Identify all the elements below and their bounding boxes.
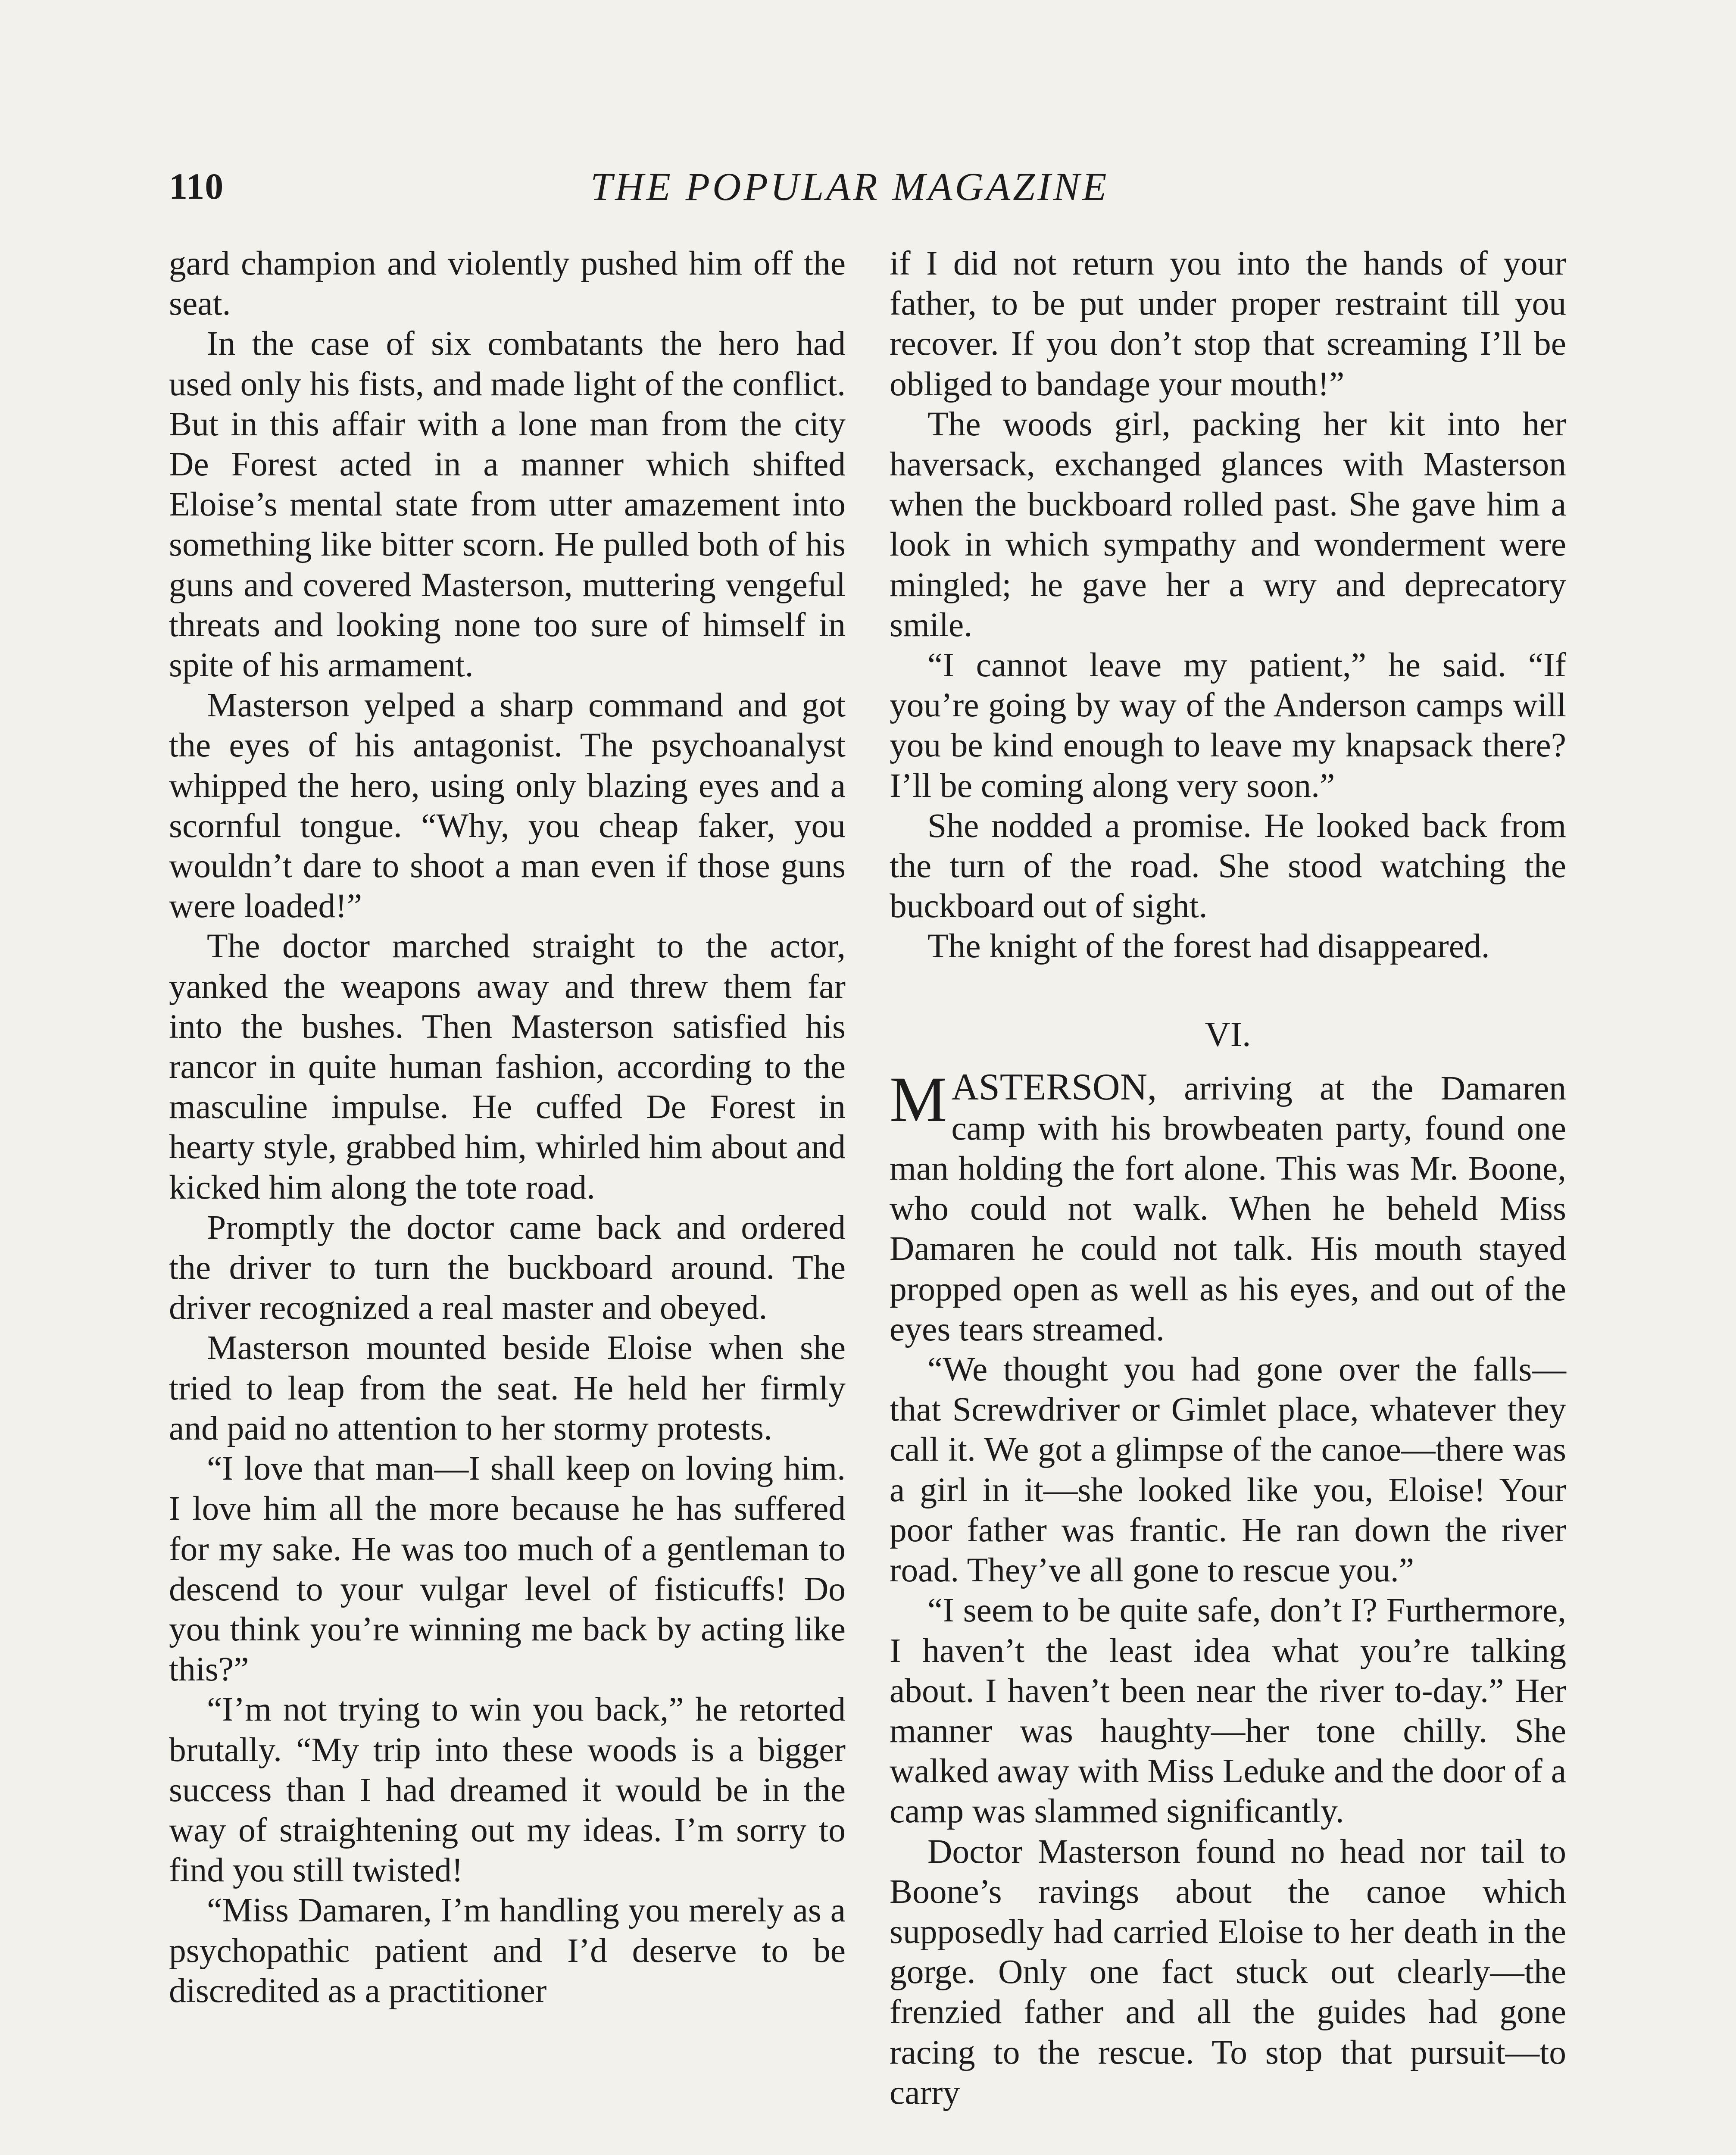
paragraph-text: arriving at the Damaren camp with his browbeaten party, found one man holding the fort alone. This was Mr. Boone, who could not walk. When he beheld Miss Damaren he could not talk. His mouth stayed propped open as well as his eyes, and out of the eyes tears streamed. bbox=[890, 1069, 1566, 1348]
paragraph: “We thought you had gone over the falls—that Screwdriver or Gimlet place, whatever they call it. We got a glimpse of the canoe—there was a girl in it—she looked like you, Eloise! Your poor father was frantic. He ran down the river road. They’ve all gone to rescue you.” bbox=[890, 1350, 1566, 1590]
paragraph: In the case of six combatants the hero had used only his fists, and made light of the conflict. But in this affair with a lone man from the city De Forest acted in a manner which shifted Eloise’s mental state from utter amazement into something like bitter scorn. He pulled both of his guns and covered Masterson, muttering vengeful threats and looking none too sure of himself in spite of his armament. bbox=[169, 325, 846, 684]
left-column bbox=[169, 244, 846, 2011]
paragraph: “I’m not trying to win you back,” he retorted brutally. “My trip into these woods is a bigger success than I had dreamed it would be in the way of straightening out my ideas. I’m sorry to find you still twisted! bbox=[169, 1690, 846, 1890]
paragraph: gard champion and violently pushed him off the seat. bbox=[169, 244, 846, 323]
paragraph: She nodded a promise. He looked back from the turn of the road. She stood watching the buckboard out of sight. bbox=[890, 806, 1566, 925]
section-heading: VI. bbox=[1205, 1014, 1251, 1054]
paragraph: The woods girl, packing her kit into her haversack, exchanged glances with Masterson when the buckboard rolled past. She gave him a look in which sympathy and wonderment were mingled; he gave her a wry and deprecatory smile. bbox=[890, 405, 1566, 644]
right-column bbox=[890, 244, 1566, 2113]
paragraph: “Miss Damaren, I’m handling you merely as a psychopathic patient and I’d deserve to be discredited as a practitioner bbox=[169, 1891, 846, 2010]
paragraph: Masterson mounted beside Eloise when she tried to leap from the seat. He held her firmly and paid no attention to her stormy protests. bbox=[169, 1329, 846, 1447]
paragraph: The doctor marched straight to the actor, yanked the weapons away and threw them far into the bushes. Then Masterson satisfied his rancor in quite human fashion, according to the masculine impulse. He cuffed De Forest in hearty style, grabbed him, whirled him about and kicked him along the tote road. bbox=[169, 927, 846, 1206]
paragraph: Promptly the doctor came back and ordered the driver to turn the buckboard around. The driver recognized a real master and obeyed. bbox=[169, 1208, 846, 1327]
running-head: THE POPULAR MAGAZINE bbox=[590, 165, 1109, 209]
paragraph: “I love that man—I shall keep on loving him. I love him all the more because he has suffered for my sake. He was too much of a gentleman to descend to your vulgar level of fisticuffs! Do you think you’re winning me back by acting like this?” bbox=[169, 1449, 846, 1689]
section-opening-paragraph bbox=[890, 1063, 1566, 1349]
paragraph: “I cannot leave my patient,” he said. “If you’re going by way of the Anderson camps will you be kind enough to leave my knapsack there? I’ll be coming along very soon.” bbox=[890, 646, 1566, 805]
small-caps-lead: ASTERSON, bbox=[951, 1066, 1157, 1108]
paragraph: if I did not return you into the hands of your father, to be put under proper restraint till you recover. If you don’t stop that screaming I’ll be obliged to bandage your mouth!” bbox=[890, 244, 1566, 403]
drop-cap: M bbox=[890, 1063, 947, 1135]
paragraph: Doctor Masterson found no head nor tail to Boone’s ravings about the canoe which supposedly had carried Eloise to her death in the gorge. Only one fact stuck out clearly—the frenzied father and all the guides had gone racing to the rescue. To stop that pursuit—to carry bbox=[890, 1832, 1566, 2111]
paragraph: Masterson yelped a sharp command and got the eyes of his antagonist. The psychoanalyst whipped the hero, using only blazing eyes and a scornful tongue. “Why, you cheap faker, you wouldn’t dare to shoot a man even if those guns were loaded!” bbox=[169, 686, 846, 925]
paragraph: “I seem to be quite safe, don’t I? Furthermore, I haven’t the least idea what you’re talking about. I haven’t been near the river to-day.” Her manner was haughty—her tone chilly. She walked away with Miss Leduke and the door of a camp was slammed significantly. bbox=[890, 1591, 1566, 1830]
page-number: 110 bbox=[169, 166, 224, 207]
paragraph: The knight of the forest had disappeared. bbox=[927, 927, 1490, 965]
